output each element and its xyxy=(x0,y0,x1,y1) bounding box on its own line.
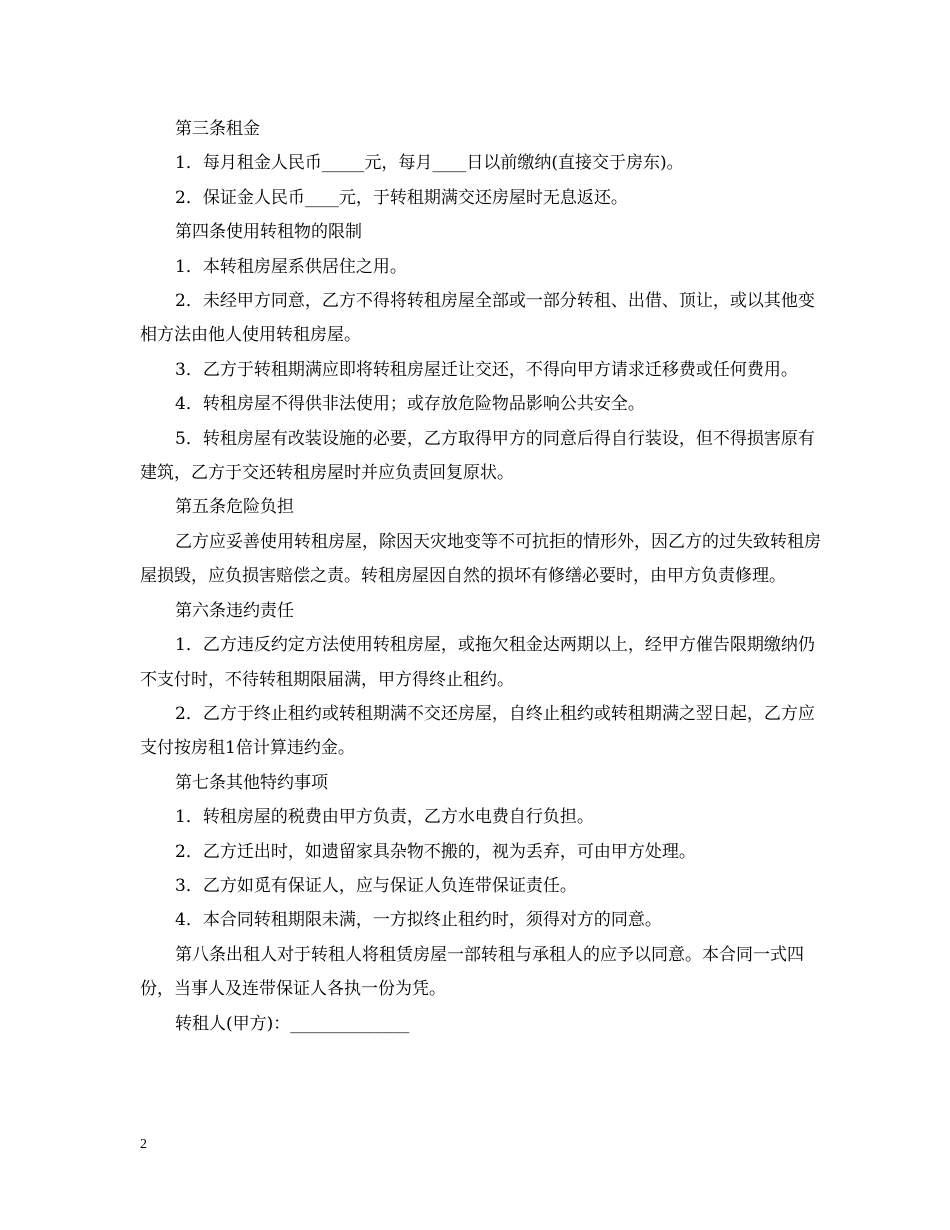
article-3-item-2: 2．保证金人民币____元，于转租期满交还房屋时无息返还。 xyxy=(175,187,628,208)
article-7-item-3: 3．乙方如觅有保证人，应与保证人负连带保证责任。 xyxy=(175,875,577,896)
article-3-item-1: 1．每月租金人民币_____元，每月____日以前缴纳(直接交于房东)。 xyxy=(175,153,684,174)
article-7-item-1: 1．转租房屋的税费由甲方负责，乙方水电费自行负担。 xyxy=(175,807,594,828)
document-body xyxy=(140,112,822,1041)
article-4-item-4: 4．转租房屋不得供非法使用；或存放危险物品影响公共安全。 xyxy=(175,394,645,415)
article-6-heading: 第六条违约责任 xyxy=(175,600,294,621)
article-3-heading: 第三条租金 xyxy=(175,119,260,139)
article-4-item-3: 3．乙方于转租期满应即将转租房屋迁让交还，不得向甲方请求迁移费或任何费用。 xyxy=(175,359,798,380)
article-5-body: 乙方应妥善使用转租房屋，除因天灾地变等不可抗拒的情形外，因乙方的过失致转租房屋损毁，应负损害赔偿之责。转租房屋因自然的损坏有修缮必要时，由甲方负责修理。 xyxy=(140,531,821,587)
sublessor-signature-line: 转租人(甲方)：______________ xyxy=(175,1013,410,1034)
article-4-item-2: 2．未经甲方同意，乙方不得将转租房屋全部或一部分转租、出借、顶让，或以其他变相方法由他人使用转租房屋。 xyxy=(140,291,815,346)
article-8-body: 第八条出租人对于转租人将租赁房屋一部转租与承租人的应予以同意。本合同一式四份，当事人及连带保证人各执一份为凭。 xyxy=(140,944,804,1000)
article-4-item-1: 1．本转租房屋系供居住之用。 xyxy=(175,256,407,277)
article-4-heading: 第四条使用转租物的限制 xyxy=(175,222,362,243)
article-6-item-2: 2．乙方于终止租约或转租期满不交还房屋，自终止租约或转租期满之翌日起，乙方应支付按房租1倍计算违约金。 xyxy=(140,703,815,759)
article-7-item-4: 4．本合同转租期限未满，一方拟终止租约时，须得对方的同意。 xyxy=(175,910,662,931)
article-6-item-1: 1．乙方违反约定方法使用转租房屋，或拖欠租金达两期以上，经甲方催告限期缴纳仍不支付时，不待转租期限届满，甲方得终止租约。 xyxy=(140,635,815,690)
page-number: 2 xyxy=(140,1137,147,1152)
article-5-heading: 第五条危险负担 xyxy=(175,497,294,518)
article-7-item-2: 2．乙方迁出时，如遗留家具杂物不搬的，视为丢弃，可由甲方处理。 xyxy=(175,841,696,862)
article-7-heading: 第七条其他特约事项 xyxy=(175,772,328,793)
article-4-item-5: 5．转租房屋有改装设施的必要，乙方取得甲方的同意后得自行装设，但不得损害原有建筑，乙方于交还转租房屋时并应负责回复原状。 xyxy=(140,428,815,484)
